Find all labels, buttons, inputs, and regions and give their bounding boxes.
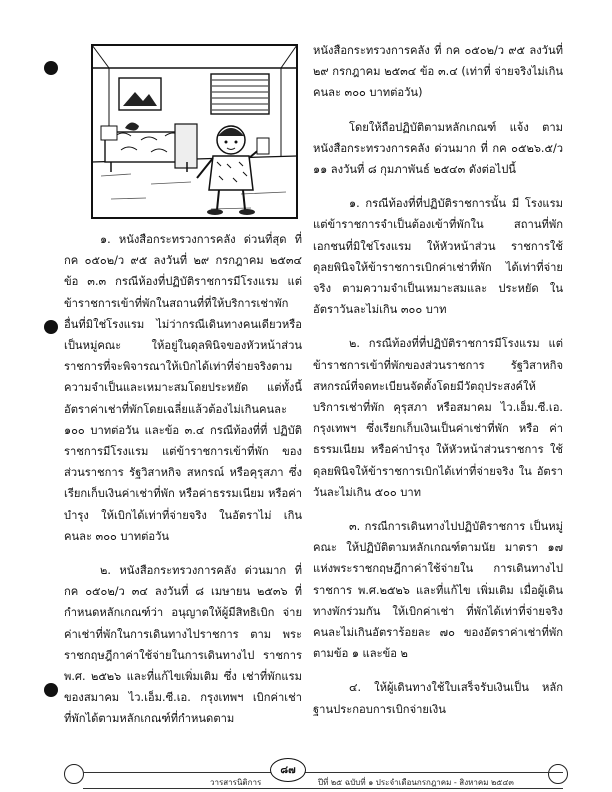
right-intro-continued: หนังสือกระทรวงการคลัง ที่ กค ๐๕๐๒/ว ๙๕ ลงวันที่ ๒๙ กรกฎาคม ๒๕๓๔ ข้อ ๓.๔ (เท่าที่ จ่ายจริงไม่เกินคนละ ๓๐๐ บาทต่อวัน) bbox=[313, 44, 563, 100]
footer-corner-ornament-right bbox=[548, 764, 568, 784]
page-number: ๘๗ bbox=[270, 758, 306, 782]
right-item-2: ๒. กรณีท้องที่ที่ปฏิบัติราชการมีโรงแรม แต่ข้าราชการเข้าที่พักของส่วนราชการ รัฐวิสาหกิจ สหกรณ์ที่จดทะเบียนจัดตั้งโดยมีวัตถุประสงค์ให้ บริการเช่าที่พัก คุรุสภา หรือสมาคม ไว.เอ็ม.ซี.เอ. กรุงเทพฯ ซึ่งเรียกเก็บเงินเป็นค่าเช่าที่พัก หรือ ค่าธรรมเนียม หรือค่าบำรุง ให้หัวหน้าส่วนราชการ ใช้ดุลยพินิจให้ข้าราชการเบิกได้เท่าที่จ่ายจริง ใน อัตราวันละไม่เกิน ๕๐๐ บาท bbox=[313, 337, 563, 499]
left-text-column bbox=[64, 229, 302, 730]
footer-rule-top bbox=[83, 772, 563, 773]
right-text-column bbox=[313, 40, 563, 720]
binder-hole-top bbox=[44, 61, 58, 75]
right-directive-paragraph: โดยให้ถือปฏิบัติตามหลักเกณฑ์ แจ้ง ตามหนังสือกระทรวงการคลัง ด่วนมาก ที่ กค ๐๕๒๖.๕/ว ๑๑ ลงวันที่ ๘ กุมภาพันธ์ ๒๕๔๓ ดังต่อไปนี้ bbox=[313, 120, 563, 177]
right-item-4: ๔. ให้ผู้เดินทางใช้ใบเสร็จรับเงินเป็น หลักฐานประกอบการเบิกจ่ายเงิน bbox=[313, 681, 563, 716]
right-item-1: ๑. กรณีท้องที่ที่ปฏิบัติราชการนั้น มี โรงแรม แต่ข้าราชการจำเป็นต้องเข้าที่พักใน สถานที่พักเอกชนที่มิใช่โรงแรม ให้หัวหน้าส่วน ราชการใช้ดุลยพินิจให้ข้าราชการเบิกค่าเช่าที่พัก ได้เท่าที่จ่ายจริง ตามความจำเป็นเหมาะสมและ ประหยัด ในอัตราวันละไม่เกิน ๓๐๐ บาท bbox=[313, 197, 563, 317]
footer-issue-info: ปีที่ ๒๕ ฉบับที่ ๑ ประจำเดือนกรกฎาคม - สิงหาคม ๒๕๔๓ bbox=[318, 778, 514, 787]
left-paragraph-2: ๒. หนังสือกระทรวงการคลัง ด่วนมาก ที่ กค ๐๕๐๒/ว ๓๔ ลงวันที่ ๘ เมษายน ๒๕๓๖ ที่กำหนดหลักเกณฑ์ว่า อนุญาตให้ผู้มีสิทธิเบิก จ่ายค่าเช่าที่พักในการเดินทางไปราชการ ตาม พระราชกฤษฎีกาค่าใช้จ่ายในการเดินทางไป ราชการ พ.ศ. ๒๕๒๖ และที่แก้ไขเพิ่มเติม ซึ่ง เช่าที่พักแรมของสมาคม ไว.เอ็ม.ซี.เอ. กรุงเทพฯ เบิกค่าเช่าที่พักได้ตามหลักเกณฑ์ที่กำหนดตาม bbox=[64, 564, 302, 726]
footer-corner-ornament-left bbox=[64, 764, 84, 784]
left-paragraph-1: ๑. หนังสือกระทรวงการคลัง ด่วนที่สุด ที่ กค ๐๕๐๒/ว ๙๕ ลงวันที่ ๒๙ กรกฎาคม ๒๕๓๔ ข้อ ๓.๓ กรณีห้องที่ปฏิบัติราชการมีโรงแรม แต่ข้าราชการเข้าที่พักในสถานที่ที่ให้บริการเช่าพัก อื่นที่มิใช่โรงแรม ไม่ว่ากรณีเดินทางคนเดียวหรือ เป็นหมู่คณะ ให้อยู่ในดุลพินิจของหัวหน้าส่วน ราชการที่จะพิจารณาให้เบิกได้เท่าที่จ่ายจริงตาม ความจำเป็นและเหมาะสมโดยประหยัด แต่ทั้งนี้ อัตราค่าเช่าที่พักโดยเฉลี่ยแล้วต้องไม่เกินคนละ ๑๐๐ บาทต่อวัน และข้อ ๓.๔ กรณีท้องที่ที่ ปฏิบัติราชการมีโรงแรม แต่ข้าราชการเข้าที่พัก ของส่วนราชการ รัฐวิสาหกิจ สหกรณ์ หรือคุรุสภา ซึ่งเรียกเก็บเงินค่าเช่าที่พัก หรือค่าธรรมเนียม หรือค่าบำรุง ให้เบิกได้เท่าที่จ่ายจริง ในอัตราไม่ เกินคนละ ๓๐๐ บาทต่อวัน bbox=[64, 233, 302, 543]
binder-hole-middle bbox=[44, 320, 58, 334]
footer-journal-name: วารสารนิติการ bbox=[210, 778, 262, 787]
hotel-room-cartoon-illustration bbox=[91, 44, 298, 219]
binder-hole-bottom bbox=[44, 683, 58, 697]
right-item-3: ๓. กรณีการเดินทางไปปฏิบัติราชการ เป็นหมู่คณะ ให้ปฏิบัติตามหลักเกณฑ์ตามนัย มาตรา ๑๗ แห่งพระราชกฤษฎีกาค่าใช้จ่ายใน การเดินทางไปราชการ พ.ศ.๒๕๒๖ และที่แก้ไข เพิ่มเติม เมื่อผู้เดินทางพักร่วมกัน ให้เบิกค่าเช่า ที่พักได้เท่าที่จ่ายจริงคนละไม่เกินอัตราร้อยละ ๗๐ ของอัตราค่าเช่าที่พักตามข้อ ๑ และข้อ ๒ bbox=[313, 520, 563, 661]
